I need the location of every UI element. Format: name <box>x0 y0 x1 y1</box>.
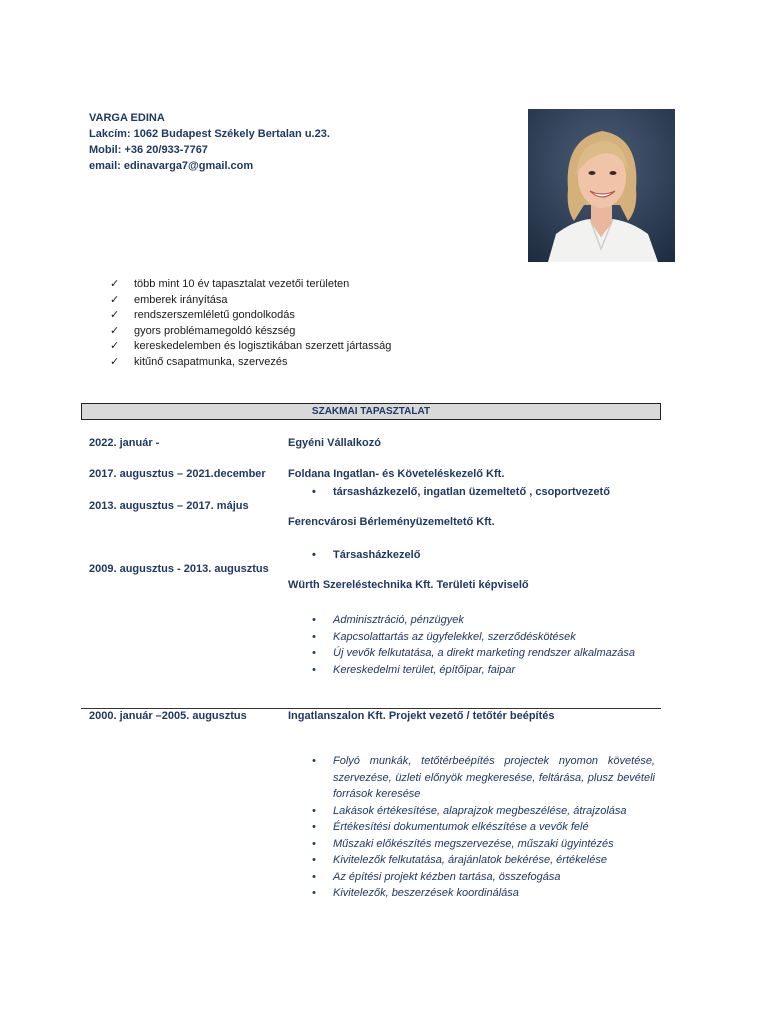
bullet-item: • Kivitelezők felkutatása, árajánlatok bekérése, értékelése <box>288 852 655 869</box>
address-line: Lakcím: 1062 Budapest Székely Bertalan u.23. <box>89 128 330 140</box>
email-line: email: edinavarga7@gmail.com <box>89 160 254 172</box>
experience-bullets <box>288 484 610 501</box>
experience-date: 2000. január –2005. augusztus <box>89 710 247 722</box>
bullet-item: • Az építési projekt kézben tartása, összefogása <box>288 869 655 886</box>
check-icon: ✓ <box>110 293 120 306</box>
bullet-icon: • <box>312 630 316 643</box>
skill-item: ✓ gyors problémamegoldó készség <box>110 324 391 340</box>
bullet-icon: • <box>312 486 316 498</box>
check-icon: ✓ <box>110 355 120 368</box>
section-divider <box>81 708 661 709</box>
experience-date: 2009. augusztus - 2013. augusztus <box>89 563 269 575</box>
skill-item: ✓ kitűnő csapatmunka, szervezés <box>110 355 391 371</box>
bullet-icon: • <box>312 614 316 626</box>
bullet-item: • Értékesítési dokumentumok elkészítése a vevők felé <box>288 819 655 836</box>
skill-item: ✓ több mint 10 év tapasztalat vezetői területen <box>110 277 391 293</box>
bullet-icon: • <box>312 647 316 659</box>
bullet-item: • Kivitelezők, beszerzések koordinálása <box>288 885 655 902</box>
bullet-item: • Társasházkezelő <box>288 547 420 564</box>
section-title: SZAKMAI TAPASZTALAT <box>81 403 661 420</box>
experience-bullets <box>288 612 635 678</box>
experience-company: Ingatlanszalon Kft. Projekt vezető / tetőtér beépítés <box>288 710 555 722</box>
experience-date: 2017. augusztus – 2021.december <box>89 468 266 480</box>
bullet-icon: • <box>312 887 316 899</box>
bullet-icon: • <box>312 755 316 767</box>
skill-item: ✓ emberek irányítása <box>110 293 391 309</box>
portrait-illustration <box>528 109 675 262</box>
skill-item: ✓ kereskedelemben és logisztikában szerzett jártasság <box>110 339 391 355</box>
experience-date: 2022. január - <box>89 437 160 449</box>
experience-bullets <box>288 547 420 564</box>
person-name: VARGA EDINA <box>89 112 165 124</box>
bullet-icon: • <box>312 870 316 883</box>
experience-date: 2013. augusztus – 2017. május <box>89 500 249 512</box>
skill-item: ✓ rendszerszemléletű gondolkodás <box>110 308 391 324</box>
experience-bullets <box>288 753 655 902</box>
check-icon: ✓ <box>110 309 120 322</box>
bullet-item: • Műszaki előkészítés megszervezése, műszaki ügyintézés <box>288 836 655 853</box>
bullet-icon: • <box>312 663 316 676</box>
bullet-icon: • <box>312 837 316 850</box>
bullet-icon: • <box>312 804 316 817</box>
bullet-item: • Folyó munkák, tetőtérbeépítés projectek nyomon követése, szervezése, üzleti előnyök megkeresése, feltárása, plusz bevételi források keresése <box>312 755 655 800</box>
bullet-icon: • <box>312 549 316 561</box>
check-icon: ✓ <box>110 278 120 290</box>
profile-photo <box>528 109 675 262</box>
check-icon: ✓ <box>110 324 120 337</box>
bullet-item: • Új vevők felkutatása, a direkt marketing rendszer alkalmazása <box>288 645 635 662</box>
bullet-item: • Lakások értékesítése, alaprajzok megbeszélése, átrajzolása <box>288 803 655 820</box>
bullet-item: • Kereskedelmi terület, építőipar, faipar <box>288 662 635 679</box>
contact-header <box>89 110 330 174</box>
check-icon: ✓ <box>110 340 120 353</box>
mobile-line: Mobil: +36 20/933-7767 <box>89 144 208 156</box>
bullet-item: • Kapcsolattartás az ügyfelekkel, szerződéskötések <box>288 629 635 646</box>
bullet-item: • társasházkezelő, ingatlan üzemeltető , csoportvezető <box>288 484 610 501</box>
experience-company: Foldana Ingatlan- és Követeléskezelő Kft. <box>288 468 505 480</box>
experience-company: Egyéni Vállalkozó <box>288 437 381 449</box>
experience-company: Würth Szereléstechnika Kft. Területi képviselő <box>288 579 529 591</box>
experience-company: Ferencvárosi Bérleményüzemeltető Kft. <box>288 516 495 528</box>
skills-list <box>110 277 391 371</box>
bullet-icon: • <box>312 854 316 866</box>
bullet-item: • Adminisztráció, pénzügyek <box>288 612 635 629</box>
bullet-icon: • <box>312 821 316 833</box>
